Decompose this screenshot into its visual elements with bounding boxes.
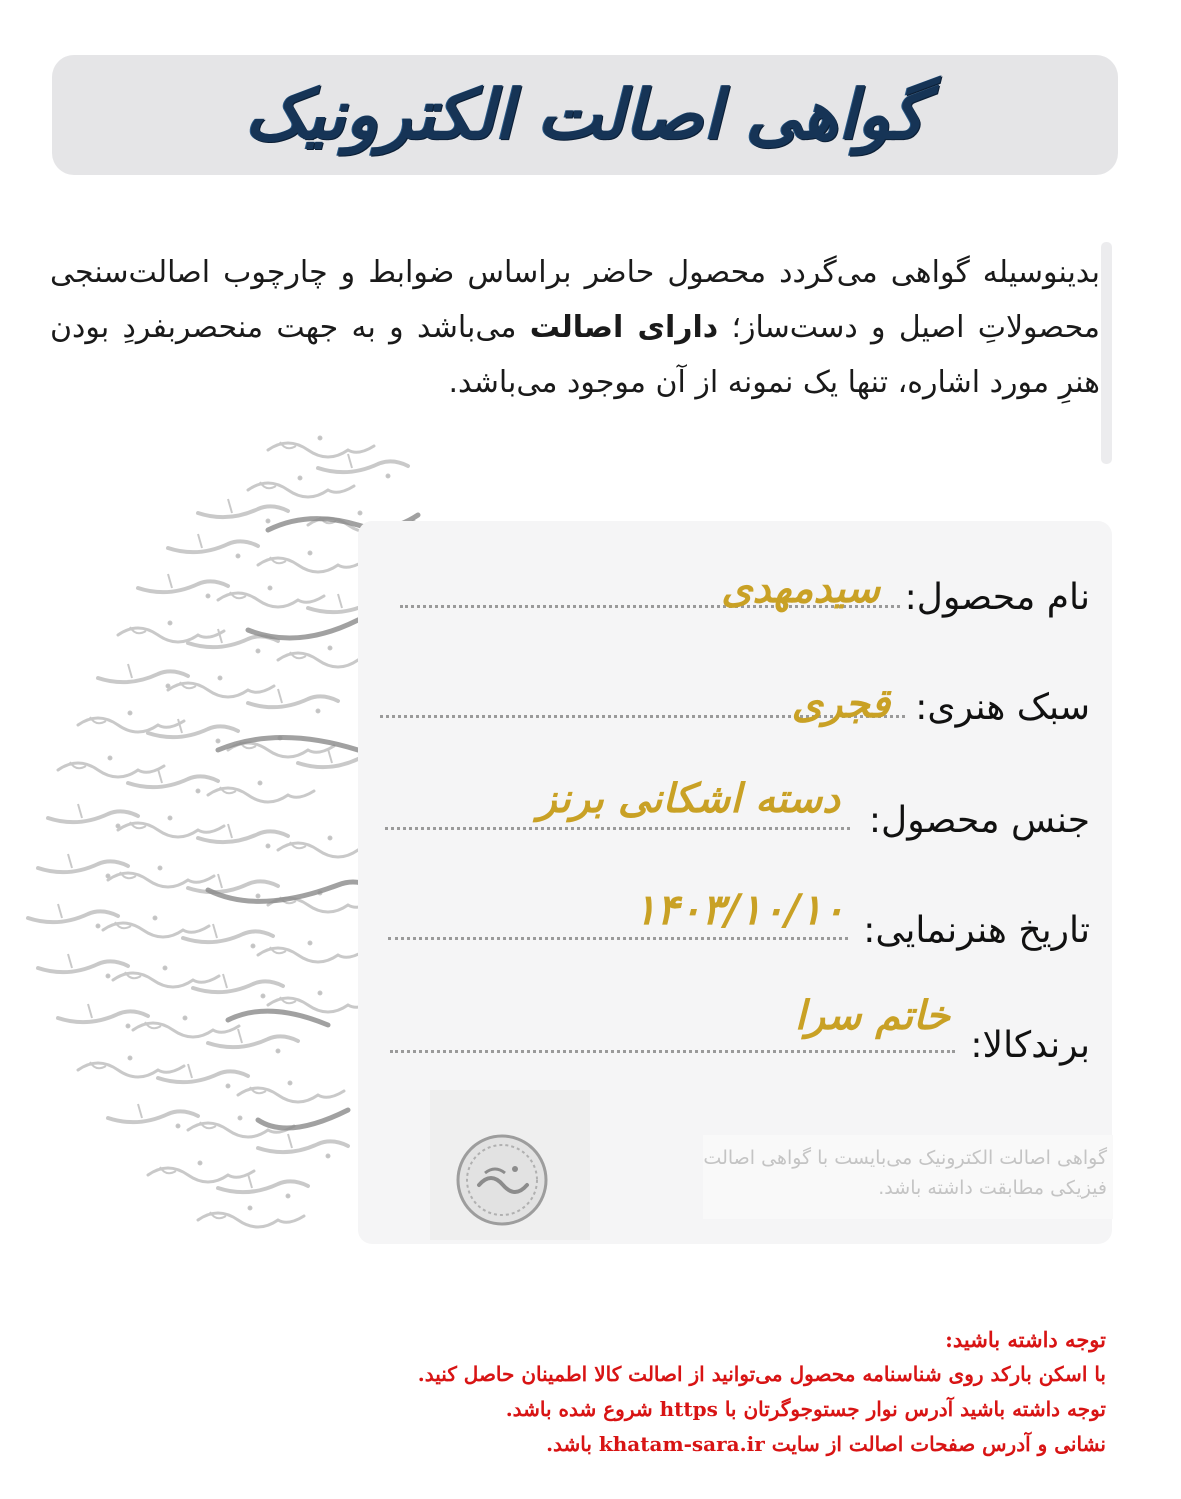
intro-side-bar <box>1101 242 1112 464</box>
seal-logo <box>455 1133 549 1227</box>
page-title: گواهی اصالت الکترونیک <box>245 75 925 155</box>
dotted-line <box>390 1050 955 1053</box>
attention-section <box>346 1322 1106 1462</box>
attention-line: توجه داشته باشید آدرس نوار جستوجوگرتان با https شروع شده باشد. <box>505 1397 1106 1421</box>
brand-value: خاتم سرا <box>794 992 950 1039</box>
field-creation-date <box>388 885 1090 955</box>
product-name-label: نام محصول: <box>904 577 1090 618</box>
intro-paragraph <box>50 245 1100 410</box>
product-name-value: سیدمهدی <box>721 565 880 612</box>
dotted-line <box>388 937 848 940</box>
intro-text-start: بدینوسیله گواهی می‌گردد محصول حاضر براساس ضوابط و چارچوب اصالت‌سنجی محصولاتِ اصیل و دست‌ساز؛ <box>50 255 1100 345</box>
art-style-value: قجری <box>791 680 890 727</box>
intro-text-end: می‌باشد و به جهت منحصربفردِ بودن هنرِ مورد اشاره، تنها یک نمونه از آن موجود می‌باشد. <box>50 310 1100 400</box>
creation-date-value: ۱۴۰۳/۱۰/۱۰ <box>633 885 845 934</box>
material-value: دسته اشکانی برنز <box>537 775 840 822</box>
field-brand <box>390 992 1090 1070</box>
art-style-label: سبک هنری: <box>915 687 1090 728</box>
notice-text: گواهی اصالت الکترونیک می‌بایست با گواهی اصالت فیزیکی مطابقت داشته باشد. <box>703 1147 1107 1199</box>
brand-label: برندکالا: <box>970 1025 1090 1066</box>
field-art-style <box>380 675 1090 735</box>
field-material <box>385 775 1090 845</box>
attention-title: توجه داشته باشید: <box>945 1327 1106 1352</box>
dotted-line <box>385 827 850 830</box>
attention-line: با اسکن بارکد روی شناسنامه محصول می‌توانید از اصالت کالا اطمینان حاصل کنید. <box>417 1362 1106 1386</box>
material-label: جنس محصول: <box>868 800 1090 841</box>
creation-date-label: تاریخ هنرنمایی: <box>863 910 1090 951</box>
attention-line: نشانی و آدرس صفحات اصالت از سایت khatam-sara.ir باشد. <box>546 1432 1106 1456</box>
title-banner <box>52 55 1118 175</box>
field-product-name <box>400 565 1090 625</box>
intro-bold-text: دارای اصالت <box>529 310 719 345</box>
